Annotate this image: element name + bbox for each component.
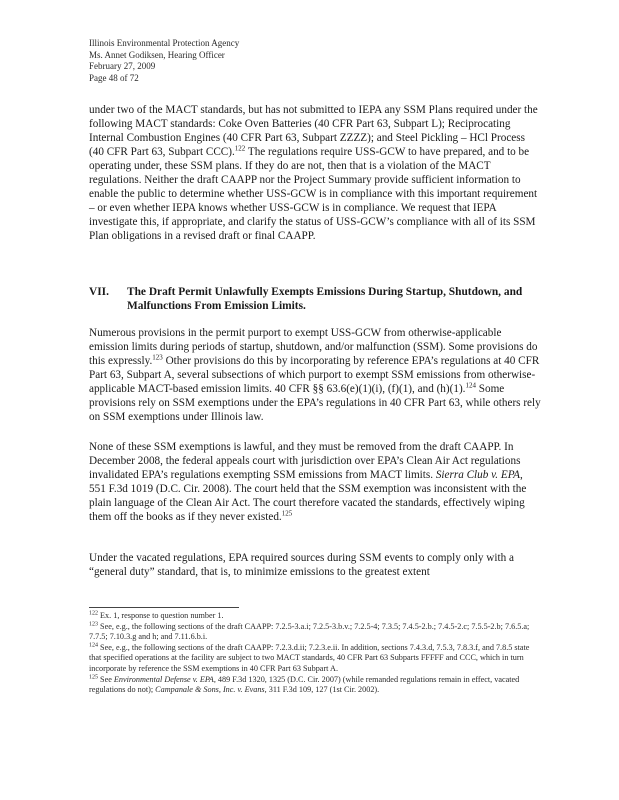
case-citation: Environmental Defense v. EPA — [113, 674, 214, 684]
footnotes — [89, 611, 541, 696]
section-title: The Draft Permit Unlawfully Exempts Emissions During Startup, Shutdown, and Malfunctions From Emission Limits. — [127, 286, 523, 312]
footnote-text: See — [98, 674, 114, 684]
section-number: VII. — [89, 286, 109, 298]
paragraph-text: None of these SSM exemptions is lawful, and they must be removed from the draft CAAPP. In December 2008, the federal appeals court with jurisdiction over EPA’s Clean Air Act regulations invalidated EPA’s regulations exempting SSM emissions from MACT limits. — [89, 441, 521, 481]
paragraph-exemptions — [89, 326, 541, 424]
footnote-text: See, e.g., the following sections of the draft CAAPP: 7.2.5-3.a.i; 7.2.5-3.b.v.; 7.2.5-4; 7.3.5; 7.4.5-2.b.; 7.4.5-2.c; 7.5.5-2.b; 7.6.5.a; 7.7.5; 7.10.3.g and h; and 7.11.6.b.i. — [89, 621, 530, 642]
paragraph-text: Some provisions rely on SSM exemptions under the EPA’s regulations in 40 CFR Part 63, while others rely on SSM exemptions under Illinois law. — [89, 383, 541, 423]
case-citation: Sierra Club v. EPA — [435, 469, 520, 481]
footnote-ref-123[interactable]: 123 — [152, 353, 163, 362]
paragraph-text: Under the vacated regulations, EPA required sources during SSM events to comply only with a “general duty” standard, that is, to minimize emissions to the greatest extent — [89, 552, 514, 578]
letterhead — [89, 38, 239, 84]
footnote-ref-125[interactable]: 125 — [281, 509, 293, 518]
letterhead-agency: Illinois Environmental Protection Agency — [89, 38, 240, 48]
paragraph-text: Numerous provisions in the permit purport to exempt USS-GCW from otherwise-applicable emission limits during periods of startup, shutdown, and/or malfunction (SSM). Some provisions do this expressly. — [89, 327, 538, 367]
letterhead-page-number: Page 48 of 72 — [89, 72, 139, 83]
footnote-125 — [89, 675, 541, 696]
case-citation: Campanale & Sons, Inc. v. Evans — [155, 685, 265, 695]
paragraph-vacated — [89, 551, 541, 579]
paragraph-ssm-plans — [89, 103, 541, 243]
paragraph-text: Other provisions do this by incorporating by reference EPA’s regulations at 40 CFR Part 63, Subpart A, several subsections of which purport to exempt SSM emissions from otherwise-applicable MACT-based emission limits. 40 CFR §§ 63.6(e)(1)(i), (f)(1), and (h)(1). — [89, 355, 540, 395]
letterhead-recipient: Ms. Annet Godiksen, Hearing Officer — [89, 49, 225, 60]
footnote-ref-122[interactable]: 122 — [234, 144, 246, 153]
footnote-122 — [89, 611, 541, 622]
letterhead-date: February 27, 2009 — [89, 61, 156, 71]
footnote-number: 122 — [89, 610, 98, 617]
footnote-text: , 311 F.3d 109, 127 (1st Cir. 2002). — [264, 685, 380, 695]
footnote-number: 123 — [89, 620, 98, 627]
paragraph-text: , 551 F.3d 1019 (D.C. Cir. 2008). The court held that the SSM exemption was inconsistent with the plain language of the Clean Air Act. The court therefore vacated the standards, effectively wiping them off the books as if they never existed. — [89, 469, 527, 523]
footnote-number: 125 — [89, 673, 98, 680]
paragraph-text: under two of the MACT standards, but has not submitted to IEPA any SSM Plans required under the following MACT standards: Coke Oven Batteries (40 CFR Part 63, Subpart L); Reciprocating Internal Combustion Engines (40 CFR Part 63, Subpart ZZZZ); and Steel Pickling – HCl Process (40 CFR Part 63, Subpart CCC). — [89, 104, 538, 158]
footnote-ref-124[interactable]: 124 — [465, 381, 476, 390]
footnote-text: , 489 F.3d 1320, 1325 (D.C. Cir. 2007) (while remanded regulations remain in effect, vacated regulations do not); — [89, 674, 520, 695]
section-heading — [89, 285, 541, 313]
footnote-text: See, e.g., the following sections of the draft CAAPP: 7.2.3.d.ii; 7.2.3.e.ii. In addition, sections 7.4.3.d, 7.5.3, 7.8.3.f, and 7.8.5 state that specified operations at the facility are subject to two MACT standards, 40 CFR Part 63 Subparts FFFFF and CCC, which in turn incorporate by reference the SSM exemptions in 40 CFR Part 63 Subpart A. — [89, 642, 530, 673]
footnote-123 — [89, 622, 541, 643]
footnote-number: 124 — [89, 642, 98, 649]
paragraph-text: The regulations require USS-GCW to have prepared, and to be operating under, these SSM plans. If they do are not, then that is a violation of the MACT regulations. Neither the draft CAAPP nor the Project Summary provide sufficient information to enable the public to determine whether USS-GCW is in compliance with this important requirement – or even whether IEPA knows whether USS-GCW is in compliance. We request that IEPA investigate this, if appropriate, and clarify the status of USS-GCW’s compliance with all of its SSM Plan obligations in a revised draft or final CAAPP. — [89, 146, 538, 242]
footnote-text: Ex. 1, response to question number 1. — [98, 611, 224, 620]
paragraph-unlawful — [89, 440, 541, 524]
footnote-divider — [89, 607, 239, 608]
footnote-124 — [89, 643, 541, 675]
